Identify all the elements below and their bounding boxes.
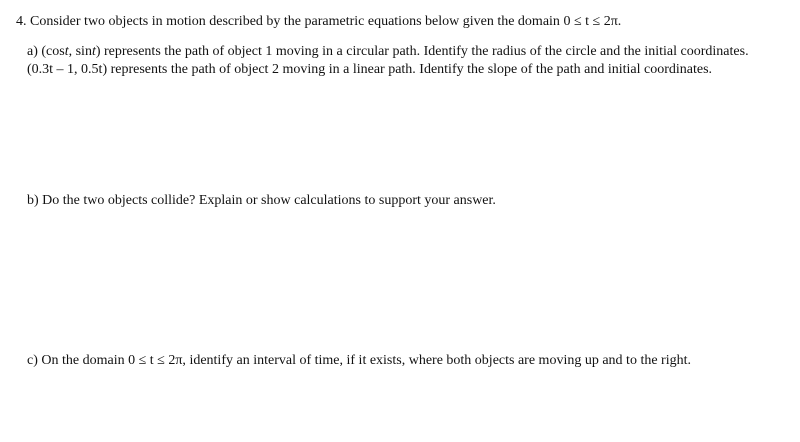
part-a-text-1: represents the path of object 1 moving in a circular path. Identify the radius of the circle and the initial coordinates. xyxy=(104,44,749,59)
question-intro: Consider two objects in motion described by the parametric equations below given the domain xyxy=(30,14,560,29)
part-c-text-2: identify an interval of time, if it exists, where both objects are moving up and to the right. xyxy=(189,353,691,368)
part-a-text-2: represents the path of object 2 moving in a linear path. Identify the slope of the path and initial coordinates. xyxy=(110,62,713,77)
part-c-domain: 0 ≤ t ≤ 2π, xyxy=(128,353,186,368)
question-number: 4. xyxy=(16,14,27,29)
part-a-equation-1: (cost, sint) xyxy=(41,44,101,59)
question-header xyxy=(16,13,786,31)
part-b-text: Do the two objects collide? Explain or show calculations to support your answer. xyxy=(42,193,496,208)
part-c-text-1: On the domain xyxy=(41,353,125,368)
part-c-label: c) xyxy=(27,353,38,368)
part-a xyxy=(27,43,777,79)
part-b-label: b) xyxy=(27,193,39,208)
part-c xyxy=(27,352,777,370)
part-a-label: a) xyxy=(27,44,38,59)
part-b xyxy=(27,192,777,210)
part-a-equation-2: (0.3t – 1, 0.5t) xyxy=(27,62,108,77)
question-domain: 0 ≤ t ≤ 2π. xyxy=(563,14,622,29)
